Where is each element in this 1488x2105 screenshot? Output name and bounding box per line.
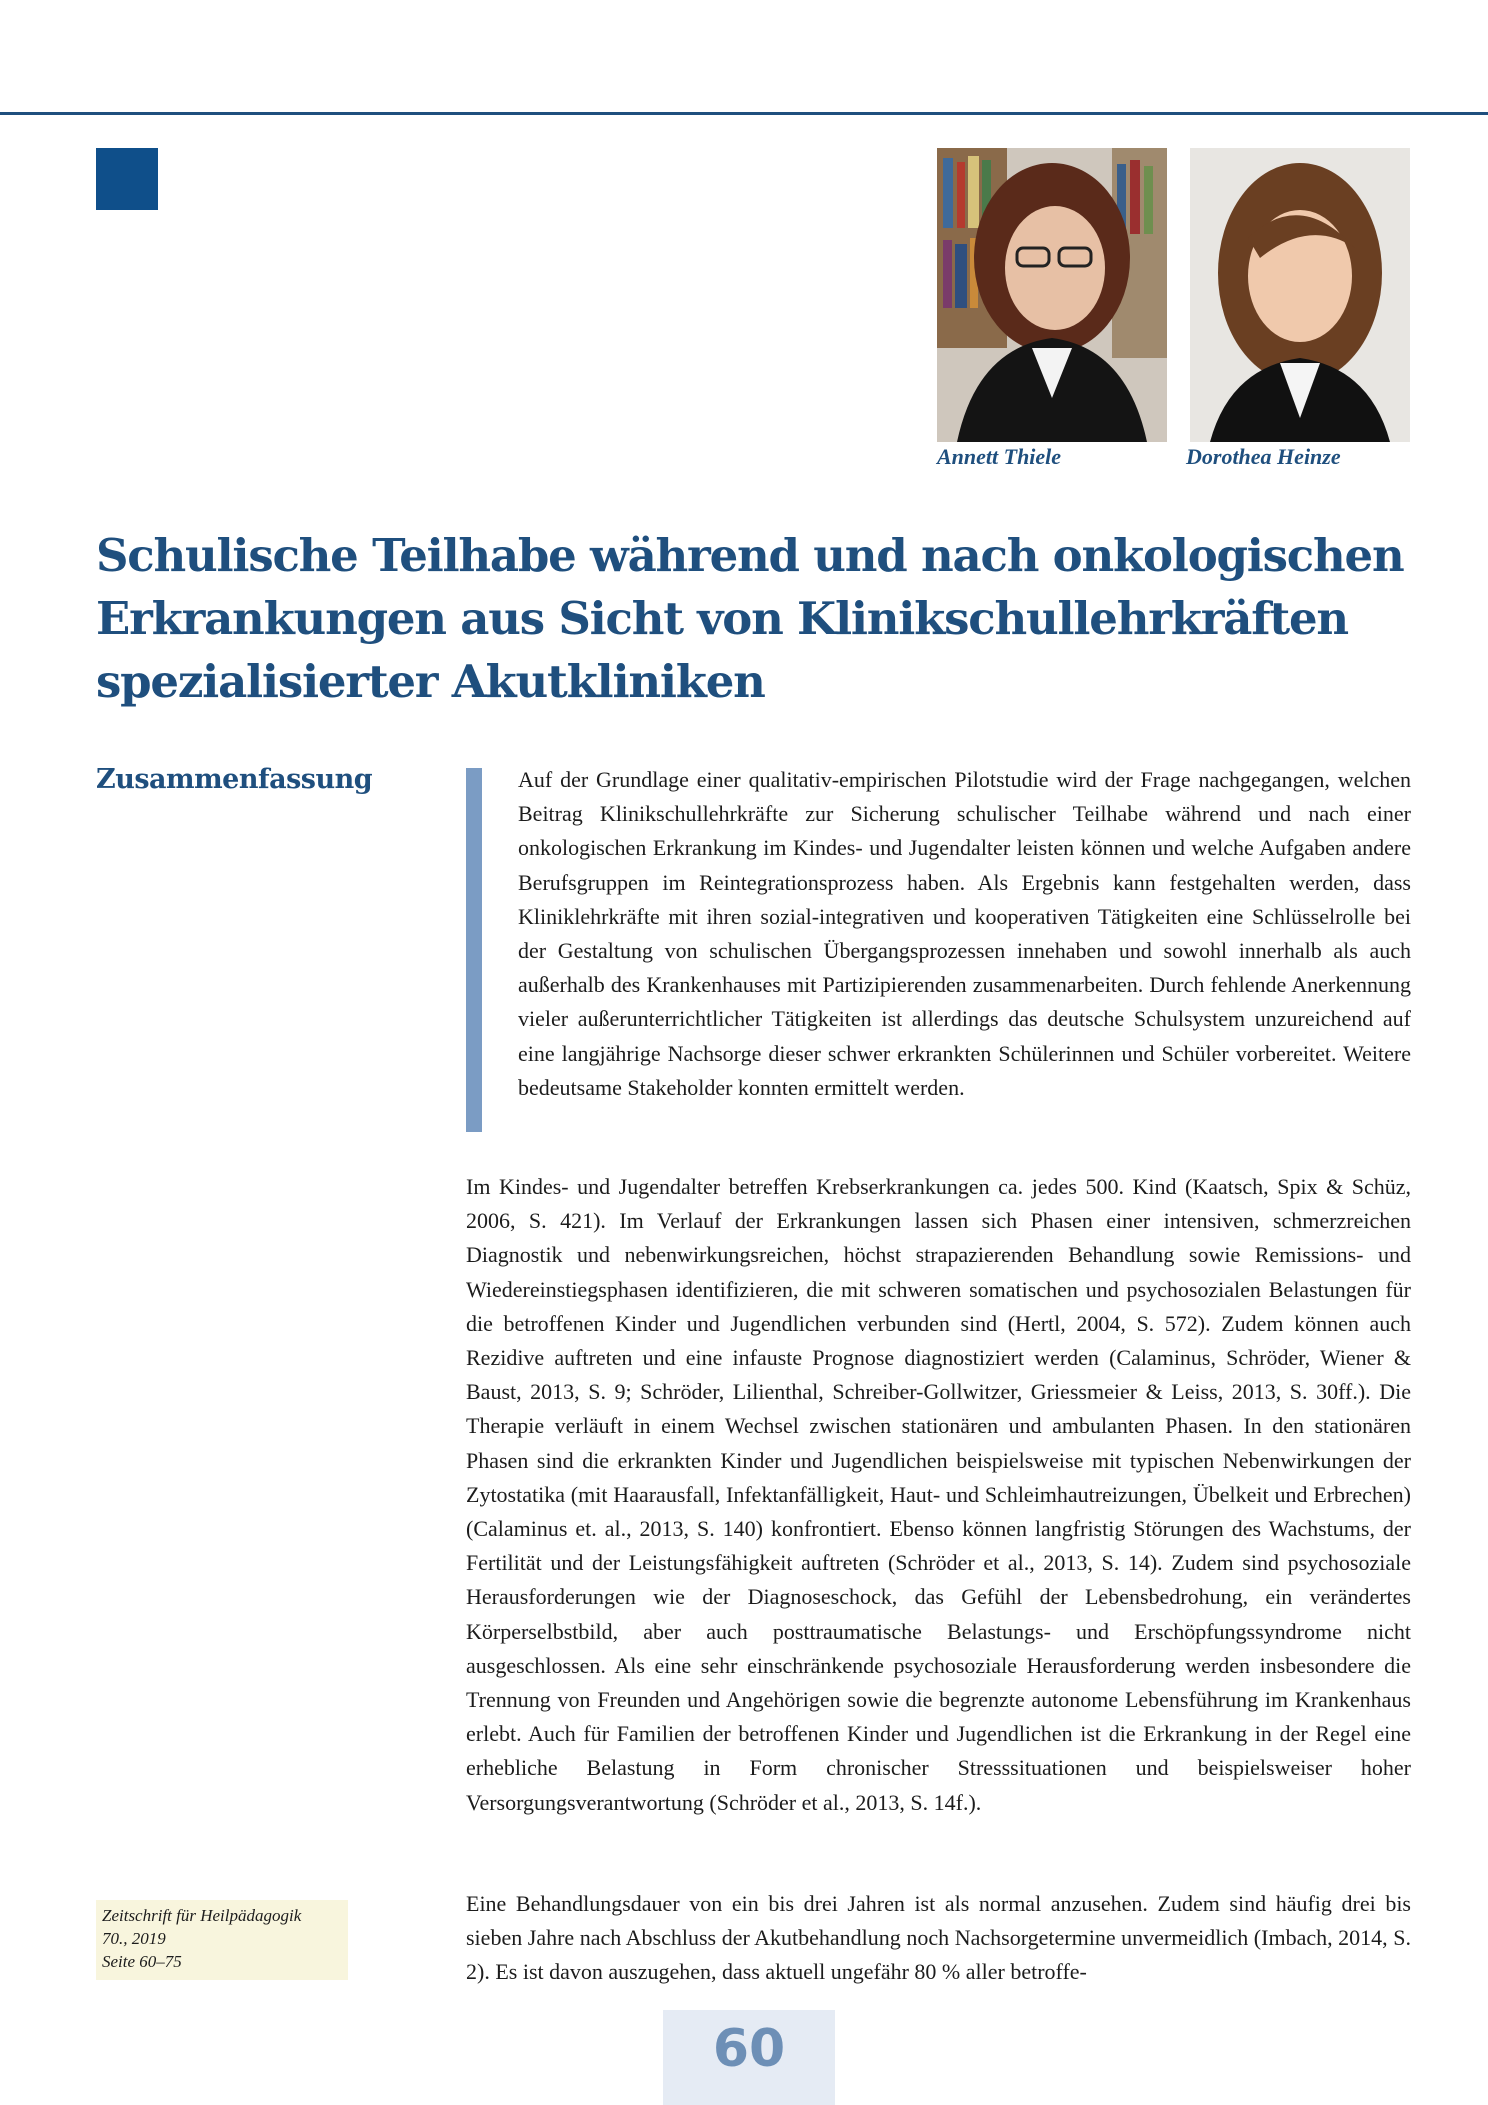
author-caption: Annett Thiele [937,444,1062,469]
journal-citation-box [96,1900,348,1980]
section-marker-square [96,148,158,210]
page-number: 60 [712,2019,786,2079]
abstract-accent-bar [466,768,482,1132]
author-photo-annett-thiele [937,148,1167,442]
article-title [96,524,1404,713]
title-line: Schulische Teilhabe während und nach onkologischen [96,529,1404,582]
title-line: spezialisierter Akutkliniken [96,655,765,708]
author-caption: Dorothea Heinze [1186,444,1341,469]
page-number-box [663,2010,835,2105]
abstract-heading: Zusammenfassung [96,764,373,795]
journal-volume: 70., 2019 [102,1929,166,1948]
header-rule [0,112,1488,115]
author-photo-dorothea-heinze [1190,148,1410,442]
journal-name: Zeitschrift für Heilpädagogik [102,1906,302,1925]
title-line: Erkrankungen aus Sicht von Klinikschullehrkräften [96,592,1348,645]
body-paragraph: Eine Behandlungsdauer von ein bis drei Jahren ist als normal anzusehen. Zudem sind häufig drei bis sieben Jahre nach Abschluss der Akutbehandlung noch Nachsorgetermine unvermeidlich (Imbach, 2014, S. 2). Es ist davon auszugehen, dass aktuell ungefähr 80 % aller betroffe- [466,1891,1411,1985]
body-paragraph: Im Kindes- und Jugendalter betreffen Krebserkrankungen ca. jedes 500. Kind (Kaatsch, Spix & Schüz, 2006, S. 421). Im Verlauf der Erkrankungen lassen sich Phasen einer intensiven, schmerzreichen Diagnostik und nebenwirkungsreichen, höchst strapazierenden Behandlung sowie Remissions- und Wiedereinstiegsphasen identifizieren, die mit schweren somatischen und psychosozialen Belastungen für die betroffenen Kinder und Jugendlichen verbunden sind (Hertl, 2004, S. 572). Zudem können auch Rezidive auftreten und eine infauste Prognose diagnostiziert werden (Calaminus, Schröder, Wiener & Baust, 2013, S. 9; Schröder, Lilienthal, Schreiber-Gollwitzer, Griessmeier & Leiss, 2013, S. 30ff.). Die Therapie verläuft in einem Wechsel zwischen stationären und ambulanten Phasen. In den stationären Phasen sind die erkrankten Kinder und Jugendlichen beispielsweise mit typischen Nebenwirkungen der Zytostatika (mit Haarausfall, Infektanfälligkeit, Haut- und Schleimhautreizungen, Übelkeit und Erbrechen) (Calaminus et. al., 2013, S. 140) konfrontiert. Ebenso können langfristig Störungen des Wachstums, der Fertilität und der Leistungsfähigkeit auftreten (Schröder et al., 2013, S. 14). Zudem sind psychosoziale Herausforderungen wie der Diagnoseschock, das Gefühl der Lebensbedrohung, ein verändertes Körperselbstbild, aber auch posttraumatische Belastungs- und Erschöpfungssyndrome nicht ausgeschlossen. Als eine sehr einschränkende psychosoziale Herausforderung werden insbesondere die Trennung von Freunden und Angehörigen sowie die begrenzte autonome Lebensführung im Krankenhaus erlebt. Auch für Familien der betroffenen Kinder und Jugendlichen ist die Erkrankung in der Regel eine erhebliche Belastung in Form chronischer Stresssituationen und beispielsweiser hoher Versorgungsverantwortung (Schröder et al., 2013, S. 14f.). [466,1174,1411,1815]
journal-pages: Seite 60–75 [102,1952,182,1971]
abstract-text: Auf der Grundlage einer qualitativ-empirischen Pilotstudie wird der Frage nachgegangen, welchen Beitrag Klinikschullehrkräfte zur Sicherung schulischer Teilhabe während und nach einer onkologischen Erkrankung im Kindes- und Jugendalter leisten können und welche Aufgaben andere Berufsgruppen im Reintegrationsprozess haben. Als Ergebnis kann festgehalten werden, dass Kliniklehrkräfte mit ihren sozial-integrativen und kooperativen Tätigkeiten eine Schlüsselrolle bei der Gestaltung von schulischen Übergangsprozessen innehaben und sowohl innerhalb als auch außerhalb des Krankenhauses mit Partizipierenden zusammenarbeiten. Durch fehlende Anerkennung vieler außerunterrichtlicher Tätigkeiten ist allerdings das deutsche Schulsystem unzureichend auf eine langjährige Nachsorge dieser schwer erkrankten Schülerinnen und Schüler vorbereitet. Weitere bedeutsame Stakeholder konnten ermittelt werden. [518,767,1411,1100]
